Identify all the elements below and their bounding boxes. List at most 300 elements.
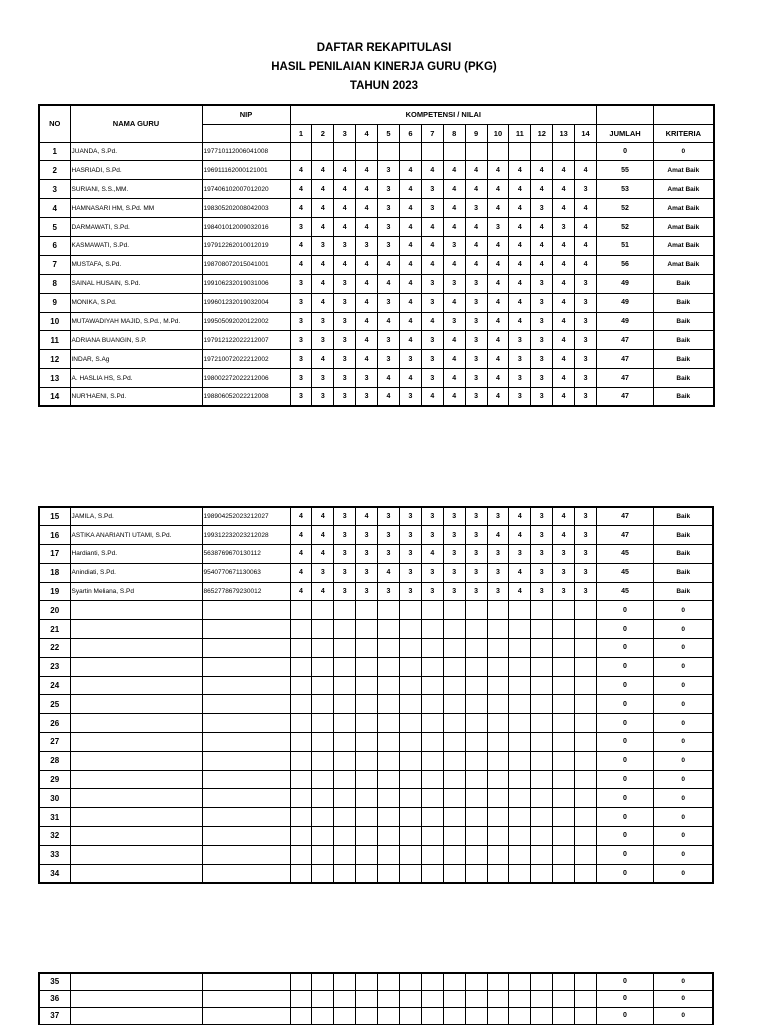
total-score: 0 <box>596 676 653 695</box>
total-score: 0 <box>596 695 653 714</box>
score-cell <box>334 845 356 864</box>
row-number: 27 <box>39 733 70 752</box>
teacher-nip: 197912262010012019 <box>202 236 290 255</box>
score-cell: 4 <box>465 236 487 255</box>
recap-table-page-1 <box>38 104 715 407</box>
score-cell: 3 <box>421 369 443 388</box>
score-cell: 4 <box>531 180 553 199</box>
score-cell <box>399 789 421 808</box>
score-cell <box>531 733 553 752</box>
score-cell <box>378 639 400 658</box>
score-cell <box>443 657 465 676</box>
score-cell <box>334 620 356 639</box>
teacher-nip: 198002272022212006 <box>202 369 290 388</box>
score-cell <box>399 142 421 161</box>
score-cell: 3 <box>465 274 487 293</box>
row-number: 23 <box>39 657 70 676</box>
score-cell <box>465 845 487 864</box>
score-cell <box>465 142 487 161</box>
score-cell <box>334 751 356 770</box>
score-cell: 4 <box>509 312 531 331</box>
score-cell <box>421 1007 443 1024</box>
score-cell <box>290 657 312 676</box>
score-cell: 3 <box>312 331 334 350</box>
score-cell: 3 <box>378 507 400 526</box>
score-cell: 4 <box>290 545 312 564</box>
row-number: 13 <box>39 369 70 388</box>
score-cell: 4 <box>356 199 378 218</box>
score-cell <box>399 827 421 846</box>
score-cell: 3 <box>531 563 553 582</box>
teacher-name: INDAR, S.Ag <box>70 350 202 369</box>
score-cell <box>378 808 400 827</box>
score-cell <box>443 142 465 161</box>
score-cell: 4 <box>553 161 575 180</box>
recap-table-page-2 <box>38 506 714 884</box>
score-cell: 4 <box>312 293 334 312</box>
row-number: 30 <box>39 789 70 808</box>
score-cell: 4 <box>312 255 334 274</box>
score-cell <box>465 808 487 827</box>
header-kompetensi-3: 3 <box>334 124 356 142</box>
score-cell <box>290 990 312 1007</box>
criteria: 0 <box>653 676 713 695</box>
score-cell <box>443 808 465 827</box>
score-cell: 4 <box>465 161 487 180</box>
score-cell <box>334 827 356 846</box>
score-cell <box>553 639 575 658</box>
score-cell <box>509 990 531 1007</box>
header-kompetensi-14: 14 <box>575 124 597 142</box>
score-cell: 3 <box>575 312 597 331</box>
score-cell <box>443 751 465 770</box>
table-row <box>39 973 713 990</box>
score-cell: 3 <box>531 312 553 331</box>
score-cell <box>553 620 575 639</box>
total-score: 45 <box>596 563 653 582</box>
score-cell: 3 <box>334 526 356 545</box>
score-cell <box>575 808 597 827</box>
score-cell: 4 <box>553 331 575 350</box>
score-cell <box>443 827 465 846</box>
row-number: 24 <box>39 676 70 695</box>
score-cell: 3 <box>465 563 487 582</box>
score-cell <box>290 770 312 789</box>
score-cell <box>421 676 443 695</box>
table-row <box>39 639 713 658</box>
score-cell <box>312 695 334 714</box>
row-number: 20 <box>39 601 70 620</box>
criteria: Amat Baik <box>654 218 714 237</box>
score-cell <box>378 142 400 161</box>
table-row <box>39 733 713 752</box>
criteria: Baik <box>653 563 713 582</box>
score-cell <box>487 733 509 752</box>
score-cell <box>356 142 378 161</box>
score-cell: 4 <box>290 255 312 274</box>
score-cell: 3 <box>334 507 356 526</box>
score-cell <box>312 770 334 789</box>
teacher-name: DARMAWATI, S.Pd. <box>70 218 202 237</box>
row-number: 29 <box>39 770 70 789</box>
table-row <box>39 620 713 639</box>
score-cell <box>378 751 400 770</box>
table-row <box>39 274 714 293</box>
score-cell: 4 <box>487 161 509 180</box>
score-cell: 3 <box>356 582 378 601</box>
score-cell <box>553 845 575 864</box>
score-cell: 4 <box>399 161 421 180</box>
criteria: Baik <box>653 582 713 601</box>
score-cell <box>356 676 378 695</box>
score-cell: 3 <box>421 526 443 545</box>
score-cell: 4 <box>290 180 312 199</box>
score-cell <box>553 142 575 161</box>
score-cell <box>334 695 356 714</box>
score-cell <box>290 808 312 827</box>
score-cell: 3 <box>531 293 553 312</box>
score-cell: 3 <box>465 312 487 331</box>
teacher-name: A. HASLIA HS, S.Pd. <box>70 369 202 388</box>
score-cell: 4 <box>399 255 421 274</box>
score-cell: 3 <box>421 199 443 218</box>
score-cell: 4 <box>509 255 531 274</box>
total-score: 0 <box>596 620 653 639</box>
score-cell: 4 <box>575 199 597 218</box>
score-cell <box>553 657 575 676</box>
score-cell: 4 <box>487 199 509 218</box>
score-cell <box>465 620 487 639</box>
row-number: 37 <box>39 1007 70 1024</box>
score-cell <box>399 990 421 1007</box>
score-cell: 3 <box>531 545 553 564</box>
score-cell <box>531 639 553 658</box>
score-cell <box>312 601 334 620</box>
score-cell: 3 <box>531 507 553 526</box>
teacher-name <box>70 620 202 639</box>
score-cell: 4 <box>290 582 312 601</box>
score-cell: 3 <box>421 350 443 369</box>
score-cell: 4 <box>290 526 312 545</box>
score-cell: 4 <box>509 274 531 293</box>
total-score: 0 <box>596 733 653 752</box>
score-cell: 4 <box>443 331 465 350</box>
score-cell <box>421 751 443 770</box>
table-row <box>39 864 713 883</box>
score-cell: 4 <box>487 180 509 199</box>
score-cell <box>553 770 575 789</box>
criteria: 0 <box>653 827 713 846</box>
criteria: Amat Baik <box>654 255 714 274</box>
teacher-nip: 198806052022212008 <box>202 388 290 407</box>
criteria: Baik <box>654 293 714 312</box>
score-cell: 3 <box>356 526 378 545</box>
score-cell: 3 <box>487 582 509 601</box>
score-cell <box>531 789 553 808</box>
score-cell: 3 <box>531 350 553 369</box>
score-cell: 3 <box>334 293 356 312</box>
score-cell <box>378 695 400 714</box>
score-cell: 3 <box>378 293 400 312</box>
score-cell: 3 <box>421 582 443 601</box>
score-cell <box>465 601 487 620</box>
score-cell <box>531 714 553 733</box>
score-cell <box>487 990 509 1007</box>
score-cell: 4 <box>356 180 378 199</box>
score-cell: 3 <box>509 545 531 564</box>
score-cell: 3 <box>378 331 400 350</box>
score-cell <box>399 676 421 695</box>
criteria: Baik <box>654 331 714 350</box>
score-cell: 3 <box>443 563 465 582</box>
score-cell: 4 <box>553 293 575 312</box>
table-row <box>39 545 713 564</box>
score-cell: 3 <box>356 388 378 407</box>
table-row <box>39 350 714 369</box>
score-cell <box>487 601 509 620</box>
row-number: 18 <box>39 563 70 582</box>
header-nip-blank <box>202 124 290 142</box>
score-cell <box>465 990 487 1007</box>
criteria: Baik <box>653 526 713 545</box>
score-cell: 4 <box>312 582 334 601</box>
score-cell <box>399 973 421 990</box>
table-row <box>39 827 713 846</box>
score-cell <box>312 142 334 161</box>
score-cell: 4 <box>399 180 421 199</box>
header-no: NO <box>39 105 70 142</box>
score-cell: 4 <box>399 312 421 331</box>
score-cell: 3 <box>575 180 597 199</box>
score-cell: 4 <box>443 161 465 180</box>
score-cell <box>443 601 465 620</box>
table-row <box>39 789 713 808</box>
table-row <box>39 990 713 1007</box>
teacher-name <box>70 864 202 883</box>
score-cell: 4 <box>553 388 575 407</box>
score-cell <box>575 751 597 770</box>
row-number: 2 <box>39 161 70 180</box>
score-cell <box>356 714 378 733</box>
score-cell: 3 <box>421 507 443 526</box>
score-cell: 4 <box>399 274 421 293</box>
score-cell: 3 <box>334 563 356 582</box>
criteria: 0 <box>653 657 713 676</box>
score-cell: 4 <box>487 274 509 293</box>
score-cell <box>465 1007 487 1024</box>
teacher-nip <box>202 639 290 658</box>
score-cell <box>443 676 465 695</box>
score-cell: 4 <box>334 218 356 237</box>
score-cell <box>421 864 443 883</box>
score-cell: 4 <box>312 274 334 293</box>
document-title-line3: TAHUN 2023 <box>349 80 419 92</box>
teacher-name <box>70 714 202 733</box>
score-cell: 4 <box>378 255 400 274</box>
header-kompetensi-6: 6 <box>399 124 421 142</box>
score-cell: 4 <box>290 563 312 582</box>
teacher-nip <box>202 676 290 695</box>
table-row <box>39 199 714 218</box>
table-row <box>39 161 714 180</box>
row-number: 21 <box>39 620 70 639</box>
score-cell: 4 <box>531 161 553 180</box>
score-cell: 3 <box>312 312 334 331</box>
score-cell: 4 <box>443 180 465 199</box>
score-cell: 3 <box>356 369 378 388</box>
teacher-nip: 199312232023212028 <box>202 526 290 545</box>
score-cell: 4 <box>312 350 334 369</box>
score-cell <box>312 1007 334 1024</box>
score-cell: 4 <box>509 526 531 545</box>
score-cell <box>465 751 487 770</box>
score-cell <box>290 142 312 161</box>
score-cell: 3 <box>312 388 334 407</box>
score-cell <box>334 973 356 990</box>
score-cell: 4 <box>290 507 312 526</box>
score-cell <box>399 620 421 639</box>
table-row <box>39 563 713 582</box>
score-cell: 3 <box>465 526 487 545</box>
score-cell <box>334 789 356 808</box>
score-cell: 4 <box>531 255 553 274</box>
score-cell: 4 <box>378 369 400 388</box>
score-cell <box>356 973 378 990</box>
total-score: 0 <box>596 657 653 676</box>
table-row <box>39 507 713 526</box>
score-cell <box>443 973 465 990</box>
score-cell <box>575 657 597 676</box>
score-cell: 4 <box>487 331 509 350</box>
score-cell: 3 <box>290 218 312 237</box>
score-cell <box>290 827 312 846</box>
score-cell <box>553 676 575 695</box>
total-score: 55 <box>597 161 654 180</box>
teacher-nip: 199106232019031006 <box>202 274 290 293</box>
score-cell: 3 <box>531 526 553 545</box>
score-cell: 4 <box>356 161 378 180</box>
teacher-name: SAINAL HUSAIN, S.Pd. <box>70 274 202 293</box>
score-cell: 3 <box>575 293 597 312</box>
score-cell: 4 <box>487 312 509 331</box>
score-cell: 4 <box>487 293 509 312</box>
score-cell: 4 <box>334 199 356 218</box>
total-score: 52 <box>597 199 654 218</box>
score-cell: 3 <box>575 582 597 601</box>
score-cell: 3 <box>531 582 553 601</box>
score-cell <box>356 789 378 808</box>
score-cell: 3 <box>487 545 509 564</box>
criteria: Amat Baik <box>654 236 714 255</box>
score-cell: 4 <box>553 236 575 255</box>
score-cell <box>509 733 531 752</box>
table-row <box>39 582 713 601</box>
score-cell <box>575 770 597 789</box>
total-score: 0 <box>596 845 653 864</box>
score-cell <box>421 657 443 676</box>
total-score: 47 <box>597 369 654 388</box>
header-kompetensi-11: 11 <box>509 124 531 142</box>
score-cell: 3 <box>399 563 421 582</box>
table-row <box>39 808 713 827</box>
score-cell <box>465 770 487 789</box>
total-score: 47 <box>596 507 653 526</box>
criteria: 0 <box>654 142 714 161</box>
score-cell: 4 <box>575 236 597 255</box>
score-cell <box>334 733 356 752</box>
score-cell: 4 <box>443 255 465 274</box>
score-cell: 3 <box>465 582 487 601</box>
header-kompetensi-9: 9 <box>465 124 487 142</box>
teacher-name: HAMNASARI HM, S.Pd. MM <box>70 199 202 218</box>
score-cell: 4 <box>334 180 356 199</box>
score-cell: 4 <box>399 369 421 388</box>
score-cell: 4 <box>509 582 531 601</box>
score-cell: 4 <box>378 388 400 407</box>
score-cell <box>421 695 443 714</box>
score-cell <box>575 142 597 161</box>
score-cell <box>356 733 378 752</box>
row-number: 19 <box>39 582 70 601</box>
score-cell: 4 <box>509 180 531 199</box>
table-row <box>39 369 714 388</box>
row-number: 15 <box>39 507 70 526</box>
score-cell: 4 <box>312 545 334 564</box>
score-cell: 3 <box>487 507 509 526</box>
table-row <box>39 601 713 620</box>
score-cell <box>421 808 443 827</box>
teacher-name <box>70 808 202 827</box>
score-cell <box>356 770 378 789</box>
teacher-nip: 198305202008042003 <box>202 199 290 218</box>
row-number: 22 <box>39 639 70 658</box>
score-cell <box>531 845 553 864</box>
header-nama-guru: NAMA GURU <box>70 105 202 142</box>
score-cell <box>399 864 421 883</box>
row-number: 26 <box>39 714 70 733</box>
score-cell: 4 <box>399 218 421 237</box>
score-cell <box>378 827 400 846</box>
criteria: Amat Baik <box>654 180 714 199</box>
score-cell <box>290 864 312 883</box>
criteria: Baik <box>654 388 714 407</box>
teacher-nip: 197912122022212007 <box>202 331 290 350</box>
teacher-name: ADRIANA BUANGIN, S.P. <box>70 331 202 350</box>
total-score: 0 <box>596 789 653 808</box>
total-score: 0 <box>596 751 653 770</box>
score-cell <box>531 808 553 827</box>
score-cell: 4 <box>312 507 334 526</box>
score-cell <box>487 1007 509 1024</box>
total-score: 0 <box>596 770 653 789</box>
score-cell: 4 <box>312 218 334 237</box>
score-cell: 3 <box>531 331 553 350</box>
score-cell <box>290 676 312 695</box>
score-cell: 3 <box>378 350 400 369</box>
score-cell <box>312 620 334 639</box>
score-cell <box>356 620 378 639</box>
score-cell: 3 <box>334 369 356 388</box>
score-cell: 4 <box>553 350 575 369</box>
teacher-nip <box>202 827 290 846</box>
criteria: Baik <box>654 350 714 369</box>
score-cell <box>378 789 400 808</box>
teacher-nip <box>202 601 290 620</box>
score-cell: 3 <box>465 388 487 407</box>
document-title-line2: HASIL PENILAIAN KINERJA GURU (PKG) <box>271 61 497 73</box>
teacher-name: MUTAWADIYAH MAJID, S.Pd., M.Pd. <box>70 312 202 331</box>
score-cell <box>378 601 400 620</box>
